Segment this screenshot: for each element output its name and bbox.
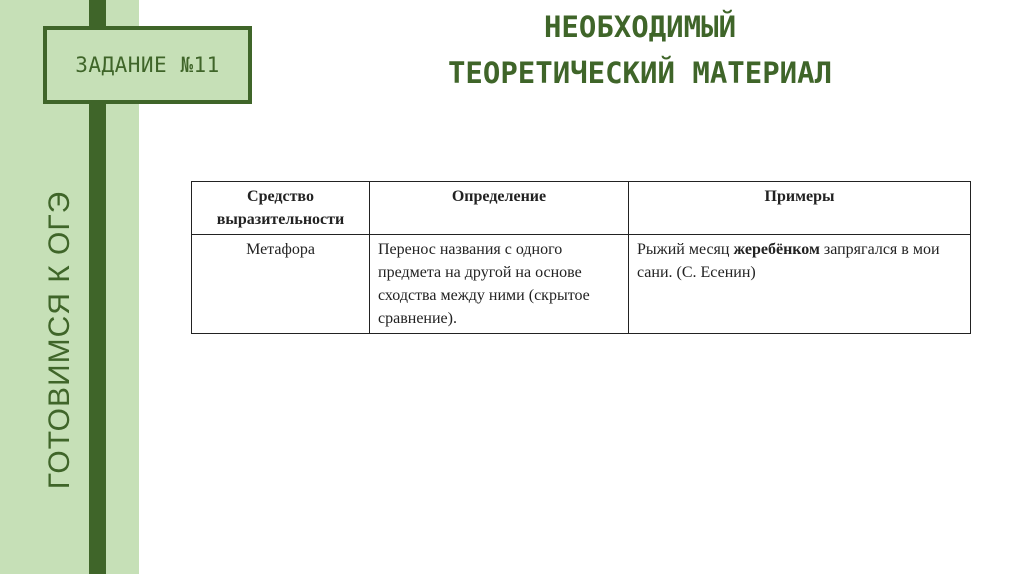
vertical-caption: ГОТОВИМСЯ К ОГЭ xyxy=(43,190,76,490)
example-highlight: жеребёнком xyxy=(733,241,820,258)
example-cell xyxy=(629,235,971,334)
header-cell-device: Средство выразительности xyxy=(192,182,370,235)
title-line-2: ТЕОРЕТИЧЕСКИЙ МАТЕРИАЛ xyxy=(447,56,833,90)
definition-cell: Перенос названия с одного предмета на другой на основе сходства между ними (скрытое сравнение). xyxy=(370,235,629,334)
header-cell-examples: Примеры xyxy=(629,182,971,235)
task-number-box xyxy=(43,26,252,104)
term-cell: Метафора xyxy=(192,235,370,334)
example-text-end: запрягался в мои сани. (С. Есенин) xyxy=(637,241,940,281)
page-title xyxy=(350,4,930,96)
theory-table xyxy=(191,181,971,334)
table-header-row xyxy=(192,182,971,235)
header-cell-definition: Определение xyxy=(370,182,629,235)
title-line-1: НЕОБХОДИМЫЙ xyxy=(543,10,737,44)
table-row xyxy=(192,235,971,334)
example-text-start: Рыжий месяц xyxy=(637,241,734,258)
task-number-label: ЗАДАНИЕ №11 xyxy=(75,53,220,77)
